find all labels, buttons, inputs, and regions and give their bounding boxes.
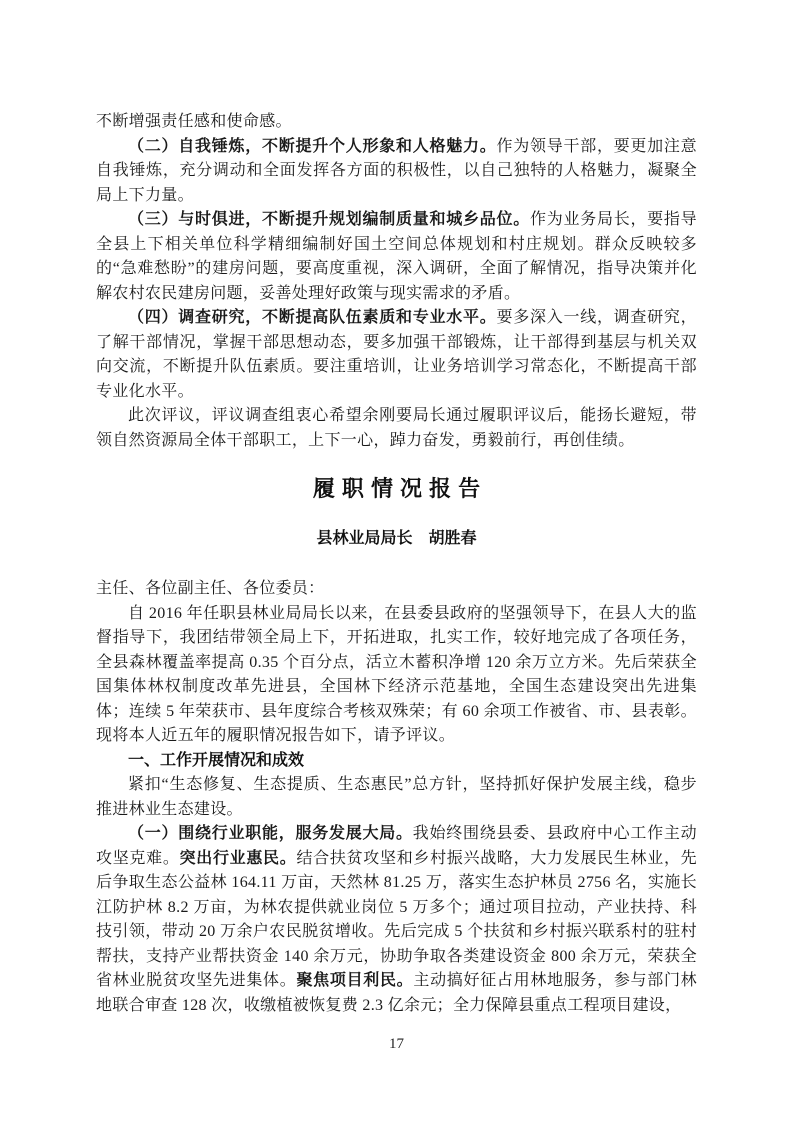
text-run: 作为业务局长，要指导全县上下相关单位科学精细编制好国土空间总体规划和村庄规划。群众反映较多的“急难愁盼”的建房问题，要高度重视，深入调研，全面了解情况，指导决策并化解农村农民建房问题，妥善处理好政策与现实需求的矛盾。 [96, 211, 698, 302]
text-run: 自 2016 年任职县林业局局长以来，在县委县政府的坚强领导下，在县人大的监督指导下，我团结带领全局上下，开拓进取，扎实工作，较好地完成了各项任务，全县森林覆盖率提高 0.35 个百分点，活立木蓄积净增 120 余万立方米。先后荣获全国集体林权制度改革先进县，全国林下经济示范基地，全国生态建设突出先进集体；连续 5 年荣获市、县年度综合考核双殊荣；有 60 余项工作被省、市、县表彰。现将本人近五年的履职情况报告如下，请予评议。 [96, 604, 697, 744]
text-run: 要多深入一线，调查研究，了解干部情况，掌握干部思想动态，要多加强干部锻炼，让干部得到基层与机关双向交流，不断提升队伍素质。要注重培训，让业务培训学习常态化，不断提高干部专业化水平。 [96, 309, 697, 400]
paragraph [96, 135, 697, 209]
report-title: 履职情况报告 [312, 476, 488, 501]
text-run: 不断增强责任感和使命感。 [96, 113, 292, 130]
bold-text-run: （一）围绕行业职能，服务发展大局。 [128, 825, 413, 842]
paragraph [96, 404, 697, 453]
text-run: 主动搞好征占用林地服务，参与部门林地联合审查 128 次，收缴植被恢复费 2.3 亿余元；全力保障县重点工程项目建设， [96, 972, 697, 1014]
page-number: 17 [389, 1036, 404, 1052]
paragraph [96, 773, 697, 822]
paragraph [96, 208, 697, 306]
bold-text-run: （三）与时俱进，不断提升规划编制质量和城乡品位。 [128, 211, 530, 228]
paragraph [96, 577, 697, 602]
bold-text-run: 突出行业惠民。 [179, 849, 297, 867]
text-run: 紧扣“生态修复、生态提质、生态惠民”总方针，坚持抓好保护发展主线，稳步推进林业生态建设。 [96, 776, 697, 818]
document-blocks [96, 110, 697, 1018]
text-run: 主任、各位副主任、各位委员： [96, 580, 325, 597]
bold-text-run: （二）自我锤炼，不断提升个人形象和人格魅力。 [128, 137, 497, 155]
report-byline: 县林业局局长 胡胜春 [316, 530, 477, 547]
text-run: 作为领导干部，要更加注意自我锤炼，充分调动和全面发挥各方面的积极性，以自己独特的人格魅力，凝聚全局上下力量。 [96, 137, 697, 204]
paragraph [96, 110, 697, 135]
text-run: 此次评议，评议调查组衷心希望余刚要局长通过履职评议后，能扬长避短，带领自然资源局全体干部职工，上下一心，踔力奋发，勇毅前行，再创佳绩。 [96, 407, 697, 449]
paragraph [96, 602, 697, 749]
bold-text-run: （四）调查研究，不断提高队伍素质和专业水平。 [128, 309, 497, 326]
bold-text-run: 聚焦项目利民。 [296, 972, 414, 989]
text-run: 我始终围绕县委、县政府中心工作主动攻坚克难。 [96, 825, 697, 867]
paragraph [96, 822, 697, 1018]
paragraph [96, 306, 697, 404]
section-heading: 一、工作开展情况和成效 [128, 751, 305, 769]
text-run: 结合扶贫攻坚和乡村振兴战略，大力发展民生林业，先后争取生态公益林 164.11 万亩，天然林 81.25 万，落实生态护林员 2756 名，实施长江防护林 8.2 万亩，为林农提供就业岗位 5 万多个；通过项目拉动，产业扶持、科技引领，带动 20 万余户农民脱贫增收。先后完成 5 个扶贫和乡村振兴联系村的驻村帮扶，支持产业帮扶资金 140 余万元，协助争取各类建设资金 800 余万元，荣获全省林业脱贫攻坚先进集体。 [96, 849, 697, 989]
